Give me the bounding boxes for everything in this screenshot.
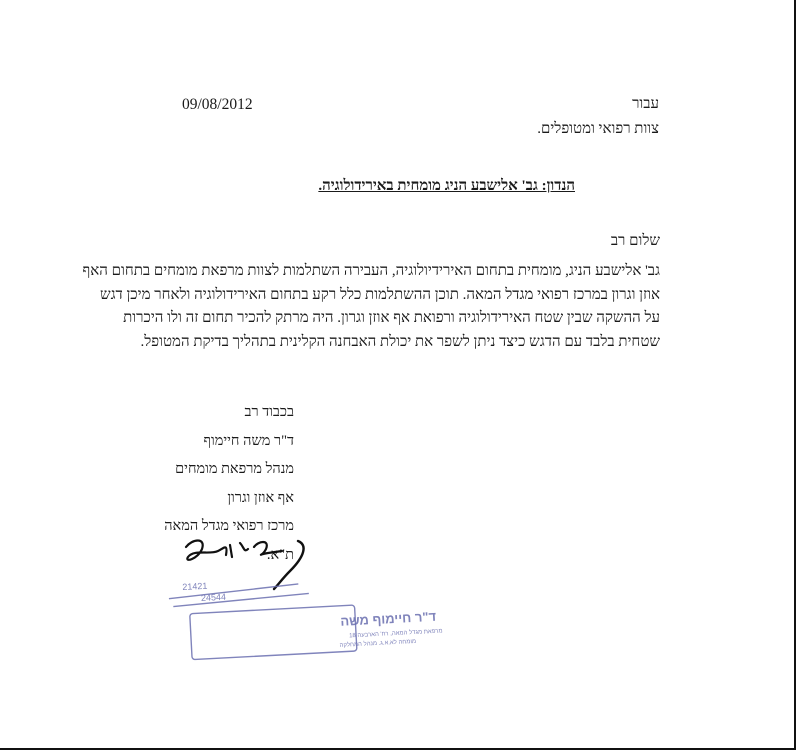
recipient-line-2: צוות רפואי ומטופלים.	[537, 121, 659, 137]
official-stamp	[160, 572, 443, 662]
subject-line: הנדון: גב' אלישבע הניג מומחית באירידולוגיה.	[318, 178, 575, 194]
closing-line: ת"א.	[266, 546, 294, 563]
body-line: אוזן וגרון במרכז רפואי מגדל המאה. תוכן ההשתלמות כלל רקע בתחום האירידולוגיה ולאחר מיכן דגש	[99, 286, 660, 303]
letter-date: 09/08/2012	[182, 96, 253, 113]
greeting: שלום רב	[610, 233, 660, 249]
svg-text:מרפאת מגדל המאה, רח' הארבעה 18: מרפאת מגדל המאה, רח' הארבעה 18	[348, 628, 443, 640]
svg-text:ד"ר חיימוף משה: ד"ר חיימוף משה	[339, 608, 437, 629]
closing-line: מרכז רפואי מגדל המאה	[164, 518, 294, 534]
body-line: על ההשקה שבין שטח האירידולוגיה ורפואת אף אוזן וגרון. היה מרתק להכיר תחום זה ולו היכרות	[123, 310, 660, 326]
closing-line: מנהל מרפאת מומחים	[175, 461, 294, 477]
svg-text:מומחה לא.א.ג. מנהל המחלקה: מומחה לא.א.ג. מנהל המחלקה	[339, 638, 417, 649]
letter-body	[40, 260, 660, 354]
svg-text:21421: 21421	[182, 580, 208, 593]
body-line: גב' אלישבע הניג, מומחית בתחום האירידיולוגיה, העבירה השתלמות לצוות מרפאת מומחים בתחום האף	[82, 263, 660, 279]
closing-line: אף אוזן וגרון	[227, 489, 294, 506]
closing-line: בכבוד רב	[244, 404, 294, 420]
svg-text:24544: 24544	[200, 591, 227, 604]
body-line: שטחית בלבד עם הדגש כיצד ניתן לשפר את יכולת האבחנה הקלינית בתהליך בדיקת המטופל.	[140, 333, 660, 350]
recipient-line-1: עבור	[632, 96, 659, 112]
closing-line: ד"ר משה חיימוף	[203, 432, 294, 449]
